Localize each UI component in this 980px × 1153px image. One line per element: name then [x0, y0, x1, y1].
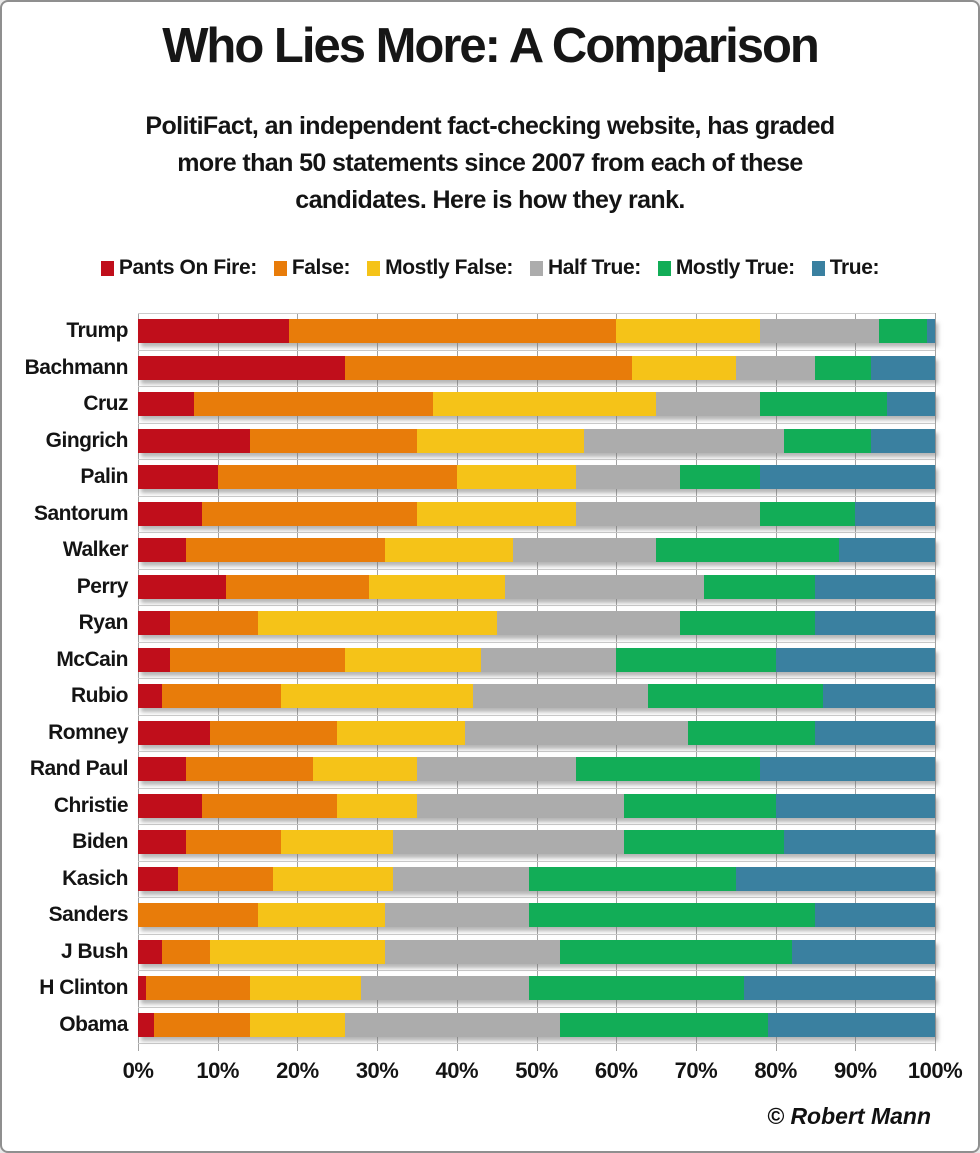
stacked-bar: [138, 867, 935, 891]
bar-row: [24, 350, 935, 387]
bar-segment: [760, 392, 888, 416]
bar-segment: [529, 867, 736, 891]
bar-segment: [138, 830, 186, 854]
bar-row: [80, 459, 935, 496]
stacked-bar: [138, 538, 935, 562]
stacked-bar: [138, 940, 935, 964]
bar-segment: [417, 502, 576, 526]
bar-segment: [337, 721, 465, 745]
bar-segment: [138, 867, 178, 891]
x-axis-label: 10%: [196, 1058, 239, 1083]
stacked-bar: [138, 976, 935, 1000]
x-axis-label: 100%: [907, 1058, 963, 1083]
category-label: Sanders: [48, 903, 128, 927]
bar-segment: [576, 465, 680, 489]
legend-swatch: [101, 261, 114, 276]
stacked-bar: [138, 611, 935, 635]
bar-row: [76, 569, 935, 606]
stacked-bar: [138, 319, 935, 343]
stacked-bar: [138, 392, 935, 416]
bar-segment: [465, 721, 688, 745]
bar-row: [60, 934, 935, 971]
legend: [2, 256, 978, 280]
legend-swatch: [367, 261, 380, 276]
bar-row: [29, 751, 935, 788]
bar-segment: [194, 392, 433, 416]
bar-segment: [927, 319, 935, 343]
category-label: Palin: [80, 465, 128, 489]
stacked-bar: [138, 648, 935, 672]
bar-segment: [226, 575, 369, 599]
bar-segment: [186, 830, 282, 854]
bar-segment: [146, 976, 250, 1000]
subtitle-line: candidates. Here is how they rank.: [295, 186, 685, 214]
bar-segment: [361, 976, 528, 1000]
category-label: J Bush: [60, 939, 128, 963]
bar-row: [66, 313, 935, 350]
stacked-bar: [138, 502, 935, 526]
category-label: Santorum: [33, 501, 128, 525]
bar-segment: [505, 575, 704, 599]
page-title: Who Lies More: A Comparison: [162, 19, 818, 73]
bar-segment: [250, 976, 362, 1000]
bar-segment: [576, 757, 759, 781]
bar-segment: [138, 757, 186, 781]
bar-segment: [138, 1013, 154, 1037]
bar-segment: [513, 538, 656, 562]
legend-swatch: [658, 261, 671, 276]
bar-segment: [417, 757, 576, 781]
bar-segment: [887, 392, 935, 416]
stacked-bar: [138, 465, 935, 489]
bar-segment: [871, 429, 935, 453]
bar-segment: [560, 1013, 767, 1037]
stacked-bar: [138, 757, 935, 781]
bar-segment: [576, 502, 759, 526]
bar-segment: [218, 465, 457, 489]
bar-segment: [529, 903, 816, 927]
legend-label: Pants On Fire:: [118, 256, 257, 279]
bar-segment: [529, 976, 744, 1000]
attribution: © Robert Mann: [767, 1103, 931, 1129]
bar-chart-plot: [24, 313, 963, 1083]
bar-segment: [313, 757, 417, 781]
bar-segment: [154, 1013, 250, 1037]
bar-segment: [202, 502, 417, 526]
bar-segment: [688, 721, 816, 745]
bar-segment: [656, 538, 839, 562]
bar-segment: [744, 976, 935, 1000]
bar-segment: [138, 648, 170, 672]
bar-segment: [433, 392, 656, 416]
bar-segment: [815, 721, 935, 745]
category-label: Ryan: [78, 611, 128, 635]
category-label: Biden: [72, 830, 128, 854]
bar-row: [56, 642, 935, 679]
stacked-bar: [138, 356, 935, 380]
bar-segment: [393, 867, 528, 891]
category-label: Trump: [66, 319, 128, 343]
bar-segment: [138, 502, 202, 526]
bar-segment: [584, 429, 783, 453]
bar-segment: [281, 830, 393, 854]
bar-segment: [186, 538, 385, 562]
bar-segment: [138, 684, 162, 708]
bar-segment: [138, 721, 210, 745]
stacked-bar: [138, 830, 935, 854]
legend-swatch: [812, 261, 825, 276]
category-label: McCain: [56, 647, 128, 671]
x-axis-label: 80%: [754, 1058, 797, 1083]
bar-segment: [815, 903, 935, 927]
bar-segment: [497, 611, 680, 635]
bar-segment: [210, 721, 338, 745]
category-label: Bachmann: [24, 355, 128, 379]
bar-segment: [776, 794, 935, 818]
bar-segment: [138, 940, 162, 964]
bar-segment: [656, 392, 760, 416]
bar-segment: [457, 465, 577, 489]
bar-row: [62, 861, 935, 898]
bar-segment: [162, 684, 282, 708]
bar-segment: [369, 575, 504, 599]
bar-segment: [784, 429, 872, 453]
bar-segment: [792, 940, 935, 964]
bar-segment: [760, 465, 935, 489]
legend-item: [812, 256, 879, 280]
bar-segment: [138, 611, 170, 635]
legend-label: Half True:: [547, 256, 641, 279]
stacked-bar: [138, 575, 935, 599]
bar-segment: [815, 356, 871, 380]
category-label: Perry: [76, 574, 128, 598]
bar-segment: [417, 794, 624, 818]
legend-label: False:: [291, 256, 351, 279]
bar-segment: [258, 903, 386, 927]
bar-segment: [138, 903, 258, 927]
bar-segment: [736, 356, 816, 380]
bar-row: [45, 423, 935, 460]
band-separator-line: [138, 1043, 935, 1044]
bar-segment: [632, 356, 736, 380]
category-label: Rubio: [71, 684, 128, 708]
legend-label: True:: [829, 256, 880, 279]
bar-segment: [823, 684, 935, 708]
category-label: Gingrich: [45, 428, 128, 452]
bar-segment: [281, 684, 472, 708]
subtitle-line: more than 50 statements since 2007 from each of these: [177, 149, 803, 177]
bar-segment: [138, 392, 194, 416]
legend-item: [530, 256, 641, 280]
bar-segment: [776, 648, 935, 672]
x-axis-label: 30%: [355, 1058, 399, 1083]
bar-segment: [138, 794, 202, 818]
bar-segment: [760, 757, 935, 781]
bar-row: [53, 788, 935, 825]
bar-segment: [138, 356, 345, 380]
bar-segment: [170, 611, 258, 635]
bar-segment: [624, 794, 775, 818]
bar-segment: [616, 648, 775, 672]
bar-segment: [289, 319, 616, 343]
bar-row: [78, 605, 935, 642]
bar-row: [59, 1007, 935, 1044]
stacked-bar: [138, 903, 935, 927]
bar-segment: [273, 867, 393, 891]
bar-segment: [768, 1013, 935, 1037]
stacked-bar: [138, 1013, 935, 1037]
bar-segment: [760, 502, 856, 526]
bar-segment: [186, 757, 314, 781]
x-axis-label: 0%: [122, 1058, 154, 1083]
bar-row: [72, 824, 935, 861]
x-axis-label: 60%: [594, 1058, 638, 1083]
bar-segment: [138, 575, 226, 599]
bar-segment: [871, 356, 935, 380]
legend-swatch: [274, 261, 287, 276]
category-label: Christie: [53, 793, 128, 817]
bar-segment: [784, 830, 935, 854]
bar-segment: [560, 940, 791, 964]
legend-label: Mostly False:: [385, 256, 513, 279]
bar-segment: [393, 830, 624, 854]
bar-segment: [345, 648, 480, 672]
bar-segment: [616, 319, 759, 343]
bar-row: [83, 386, 935, 423]
bar-segment: [210, 940, 385, 964]
stacked-bar: [138, 721, 935, 745]
bar-segment: [879, 319, 927, 343]
legend-label: Mostly True:: [675, 256, 795, 279]
bar-segment: [258, 611, 497, 635]
bar-segment: [481, 648, 616, 672]
category-label: Rand Paul: [29, 757, 128, 781]
stacked-bar: [138, 429, 935, 453]
legend-item: [274, 256, 350, 280]
bar-segment: [138, 465, 218, 489]
stacked-bar: [138, 794, 935, 818]
bar-segment: [250, 1013, 346, 1037]
bar-segment: [162, 940, 210, 964]
bar-segment: [202, 794, 337, 818]
bar-segment: [138, 319, 289, 343]
category-label: Cruz: [83, 392, 128, 416]
legend-item: [367, 256, 513, 280]
legend-item: [658, 256, 795, 280]
bar-segment: [385, 940, 560, 964]
bar-segment: [138, 538, 186, 562]
bar-segment: [680, 465, 760, 489]
bar-segment: [760, 319, 880, 343]
x-axis-label: 20%: [276, 1058, 319, 1083]
bar-row: [33, 496, 935, 533]
subtitle-line: PolitiFact, an independent fact-checking website, has graded: [145, 112, 835, 140]
x-axis-label: 70%: [674, 1058, 718, 1083]
category-label: Walker: [62, 538, 128, 562]
bar-segment: [815, 611, 935, 635]
bar-segment: [250, 429, 417, 453]
bar-segment: [417, 429, 584, 453]
legend-swatch: [530, 261, 543, 276]
bar-row: [62, 532, 935, 569]
bar-segment: [736, 867, 935, 891]
x-axis-label: 90%: [834, 1058, 877, 1083]
bar-segment: [138, 429, 250, 453]
bar-segment: [345, 356, 632, 380]
bar-segment: [855, 502, 935, 526]
bar-row: [48, 715, 935, 752]
chart-subtitle: [2, 108, 978, 219]
bar-row: [48, 897, 935, 934]
bar-segment: [680, 611, 815, 635]
bar-segment: [138, 976, 146, 1000]
legend-item: [101, 256, 257, 280]
vertical-gridline: [935, 313, 936, 1051]
bar-segment: [385, 903, 528, 927]
bar-segment: [385, 538, 513, 562]
category-label: Obama: [59, 1012, 128, 1036]
bar-segment: [473, 684, 648, 708]
category-label: Kasich: [62, 866, 128, 890]
bar-segment: [345, 1013, 560, 1037]
bar-row: [71, 678, 935, 715]
bar-segment: [337, 794, 417, 818]
bar-segment: [648, 684, 823, 708]
bar-segment: [704, 575, 816, 599]
category-label: Romney: [48, 720, 128, 744]
stacked-bar: [138, 684, 935, 708]
bar-segment: [624, 830, 783, 854]
bar-segment: [839, 538, 935, 562]
bar-row: [39, 970, 935, 1007]
bar-segment: [178, 867, 274, 891]
bar-segment: [815, 575, 935, 599]
x-axis-label: 40%: [435, 1058, 479, 1083]
x-axis-label: 50%: [515, 1058, 558, 1083]
category-label: H Clinton: [39, 976, 128, 1000]
bar-segment: [170, 648, 345, 672]
